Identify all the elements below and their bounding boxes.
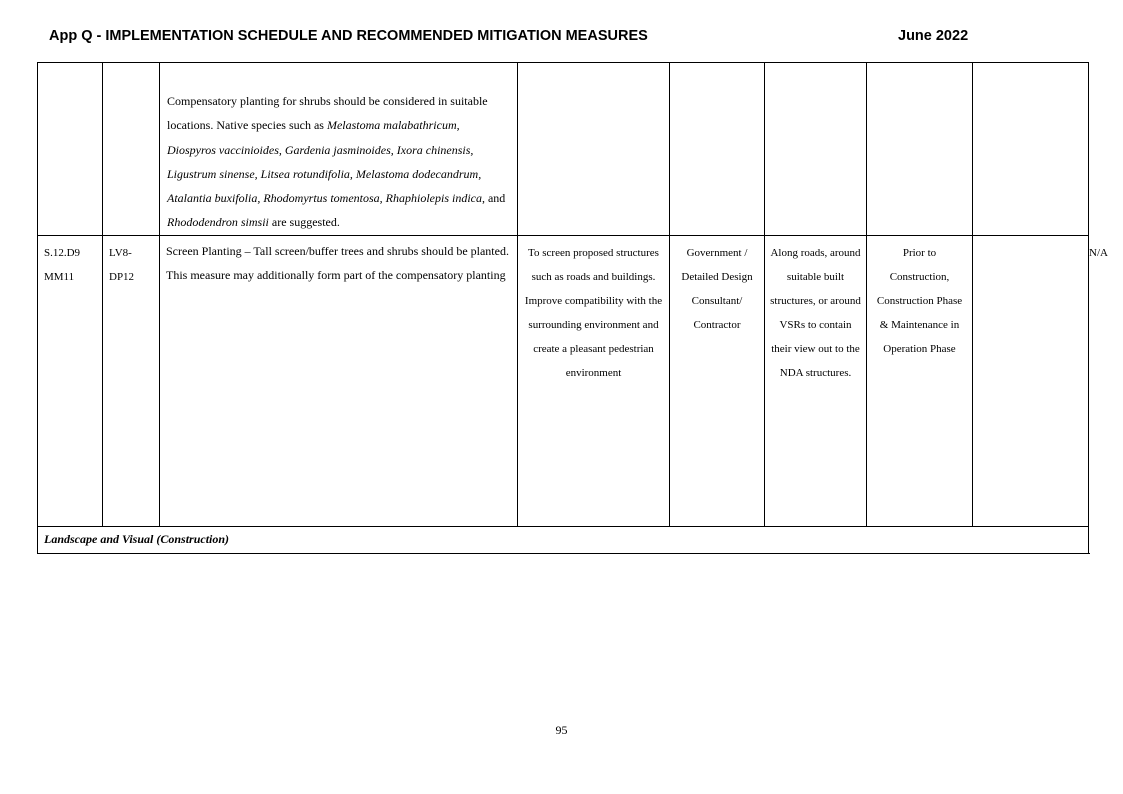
text-line: are suggested. [268, 215, 340, 230]
text-line: Government / [686, 246, 748, 259]
continued-measure-cell [160, 63, 518, 236]
agent-cell [670, 235, 765, 526]
species-name: Atalantia buxifolia, Rhodomyrtus tomentosa, Rhaphiolepis indica [167, 191, 482, 206]
table-cell [867, 63, 973, 236]
text-line: their view out to the [771, 342, 860, 355]
text-line: surrounding environment and [528, 318, 659, 331]
species-name: Rhododendron simsii [167, 215, 269, 230]
status-text: N/A [1089, 246, 1108, 259]
text-line: Prior to [902, 246, 937, 259]
table-cell [670, 63, 765, 236]
reference-cell [38, 235, 103, 526]
screen-planting-text [160, 236, 517, 287]
text-line: S.12.D9 [44, 246, 81, 259]
measure-code-cell [103, 235, 160, 526]
text-line: This measure may additionally form part of the compensatory planting [166, 267, 506, 282]
text-line: structures, or around [770, 294, 861, 307]
timing-cell [867, 235, 973, 526]
text-line: DP12 [109, 270, 135, 283]
table-cell [518, 63, 670, 236]
text-line: environment [565, 366, 622, 379]
location-cell [765, 235, 867, 526]
text-line: Along roads, around [770, 246, 861, 259]
objectives-text [518, 236, 669, 385]
text-line: suitable built [786, 270, 845, 283]
measure-cell [160, 235, 518, 526]
text-line: Contractor [693, 318, 741, 331]
table-cell [103, 63, 160, 236]
text-line: Screen Planting – Tall screen/buffer trees and shrubs should be planted. [166, 243, 509, 258]
text-line: Consultant/ [691, 294, 743, 307]
page-number: 95 [555, 723, 568, 737]
text-line: VSRs to contain [779, 318, 852, 331]
text-line: such as roads and buildings. [531, 270, 656, 283]
text-line: Detailed Design [681, 270, 753, 283]
text-line: LV8- [109, 246, 132, 259]
text-line: , and [481, 191, 506, 206]
text-line: Construction, [889, 270, 950, 283]
table-row-screen-planting [38, 235, 1089, 526]
table-row-section [38, 526, 1089, 553]
document-date: June 2022 [898, 28, 969, 44]
implementation-agent [670, 236, 764, 337]
species-name: Ligustrum sinense, Litsea rotundifolia, Melastoma dodecandrum, [167, 166, 482, 181]
compensatory-planting-text [160, 63, 517, 235]
objectives-cell [518, 235, 670, 526]
text-line: Compensatory planting for shrubs should be considered in suitable [167, 94, 488, 108]
measure-code [103, 236, 159, 289]
text-line: Operation Phase [883, 342, 956, 355]
text-line: To screen proposed structures [528, 246, 659, 259]
text-line: NDA structures. [779, 366, 852, 379]
eia-reference [38, 236, 102, 289]
text-line: Improve compatibility with the [524, 294, 663, 307]
text-line: MM11 [44, 270, 75, 283]
section-heading: Landscape and Visual (Construction) [44, 531, 230, 546]
timing-text [867, 236, 972, 361]
document-title: App Q - IMPLEMENTATION SCHEDULE AND RECOMMENDED MITIGATION MEASURES [49, 28, 648, 44]
text-line: create a pleasant pedestrian [533, 342, 654, 355]
implementation-schedule-table [37, 62, 1108, 554]
text-line: & Maintenance in [879, 318, 960, 331]
species-name: Diospyros vaccinioides, Gardenia jasminoides, Ixora chinensis, [167, 142, 474, 157]
species-name: Melastoma malabathricum, [326, 118, 460, 133]
location-text [765, 236, 866, 385]
table-row-continued [38, 63, 1089, 236]
table-cell [765, 63, 867, 236]
text-line: locations. Native species such as [167, 118, 327, 133]
table-cell [973, 63, 1089, 236]
section-heading-cell [38, 526, 1089, 553]
table-cell [38, 63, 103, 236]
text-line: Construction Phase [876, 294, 963, 307]
